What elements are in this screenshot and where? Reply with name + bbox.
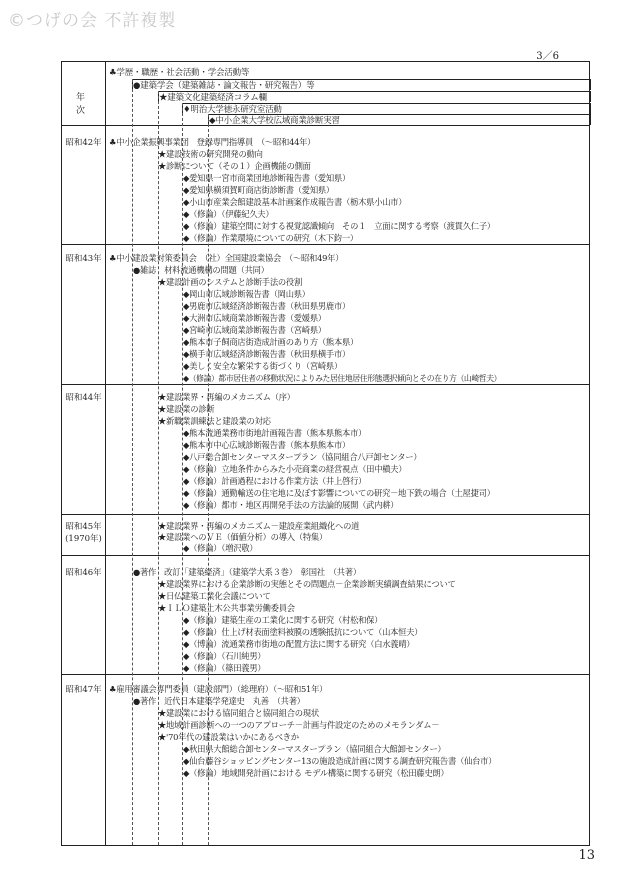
year-label: 昭和44年 <box>65 393 102 403</box>
entry: ◆（修論）仕上げ材表面塗料被膜の透験抵抗について（山本恒夫） <box>183 627 423 637</box>
row-divider <box>62 674 589 675</box>
watermark: ©つげの会 不許複製 <box>8 11 177 31</box>
entry: ♣中小建設業対策委員会 （社）全国建設業協会 （～昭和49年） <box>109 253 344 263</box>
entry: ★'70年代の建設業はいかにあるべきか <box>158 732 299 742</box>
entry: ◆愛知県横須賀町商店街診断書（愛知県） <box>183 185 334 195</box>
year-label: 昭和45年 <box>65 522 102 532</box>
entry: ◆仙台藤谷ショッピングセンター13の施設造成計画に関する調査研究報告書（仙台市） <box>183 756 497 766</box>
entry: ◆（修論）（篠田義男） <box>183 663 266 673</box>
year-label: 昭和42年 <box>65 138 102 148</box>
entry: ◆熊本流通業務市街地計画報告書（熊本県熊本市） <box>183 428 367 438</box>
chronology-table <box>61 61 590 846</box>
entry: ★建設業界における企業診断の実態とその問題点－企業診断実績調査結果について <box>158 579 456 589</box>
entry: ♣雇用審議会専門委員（建設部門）（総理府）（～昭和51年） <box>109 684 328 694</box>
entry: ◆（修論）（石川純男） <box>183 651 266 661</box>
entry: ●雑誌 材料流通機構の問題（共同） <box>133 265 269 275</box>
row-divider <box>62 244 589 245</box>
entry: ◆（修論）（増沢敬） <box>183 543 258 553</box>
entry: ◆（修論）立地条件からみた小売商業の経営視点（田中槇夫） <box>183 464 407 474</box>
entry: ◆愛知県一宮市商業団地診断報告書（愛知県） <box>183 173 351 183</box>
entry: ◆美しく安全な繁栄する街づくり（宮崎県） <box>183 361 343 371</box>
entry: ◆（修論）（伊藤紀久夫） <box>183 209 274 219</box>
category-sme: ◆中小企業大学校広域商業診断実習 <box>209 116 340 126</box>
row-divider <box>62 555 589 556</box>
entry: ★ＩＬＯ建築土木公共事業労働委員会 <box>158 603 295 613</box>
entry: ★診断について（その１）企画機能の側面 <box>158 161 311 171</box>
entry: ★建設業界・再編のメカニズム－建設産業組織化への道 <box>158 521 360 531</box>
entry: ◆（修論）通勤輸送の住宅地に及ぼす影響についての研究－地下鉄の場合（土屋捷司） <box>183 488 495 498</box>
entry: ◆（修論）都市居住者の移動状況によりみた居住地居住形態選択傾向とその在り方（山崎哲夫） <box>183 374 502 383</box>
entry: ★建設計画のシステムと診断手法の役割 <box>158 277 303 287</box>
folio: 13 <box>578 848 595 863</box>
entry: ◆秋田県大館総合卸センターマスタープラン（協同組合大館卸センター） <box>183 744 446 754</box>
entry: ◆（修論）計画過程における作業方法（井上啓行） <box>183 476 367 486</box>
entry: ◆八戸総合卸センターマスタープラン（協同組合八戸卸センター） <box>183 452 422 462</box>
entry: ◆熊本市中心広域診断報告書（熊本県熊本市） <box>183 440 351 450</box>
entry: ◆大洲市広域商業診断報告書（愛媛県） <box>183 313 326 323</box>
entry: ★地域計画診断への一つのアプローチ－計画与件設定のためのメモランダム－ <box>158 720 440 730</box>
year-sublabel: (1970年) <box>65 534 102 544</box>
entry: ★日仏建築工業化会議について <box>158 591 271 601</box>
category-column: ★建築文化建築経済コラム欄 <box>159 93 267 103</box>
entry: ◆横手市広域経済診断報告書（秋田県横手市） <box>183 349 351 359</box>
entry: ●著作 改訂「建築経済」（建築学大系３巻） 彰国社 （共著） <box>133 567 361 577</box>
entry: ◆（修論）作業環境についての研究（木下鈞一） <box>183 233 358 243</box>
year-label: 昭和46年 <box>65 568 102 578</box>
entry: ◆（修論）都市・地区再開発手法の方法論的展開（武内耕） <box>183 500 399 510</box>
year-header: 年 次 <box>75 93 107 116</box>
entry: ♣中小企業振興事業団 登録専門指導員 （～昭和44年） <box>109 137 316 147</box>
year-label: 昭和43年 <box>65 254 102 264</box>
entry: ◆宮崎市広域商業診断報告書（宮崎県） <box>183 325 326 335</box>
entry: ◆熊本市子飼商店街造成計画のあり方（熊本県） <box>183 337 359 347</box>
category-lab: ♦明治大学徳永研究室活動 <box>183 105 282 115</box>
row-divider <box>62 384 589 385</box>
category-career: ♣学歴・職歴・社会活動・学会活動等 <box>109 68 250 78</box>
row-divider <box>62 514 589 515</box>
entry: ◆岡山市広域診断報告書（岡山県） <box>183 289 310 299</box>
entry: ◆（修論）建築生産の工業化に関する研究（村松和保） <box>183 615 383 625</box>
entry: ◆（博論）流通業務市街地の配置方法に関する研究（白水義晴） <box>183 639 415 649</box>
entry: ◆男鹿市広域経済診断報告書（秋田県男鹿市） <box>183 301 351 311</box>
entry: ★建設技術の研究開発の動向 <box>158 149 263 159</box>
category-aij: ●建築学会（建築雑誌・論文報告・研究報告）等 <box>133 81 315 91</box>
header-divider <box>62 125 589 126</box>
entry: ★建設業界・再編のメカニズム（序） <box>158 392 295 402</box>
entry: ●著作 近代日本建築学発達史 丸善 （共著） <box>133 696 305 706</box>
guide-line <box>132 79 133 845</box>
page-number: 3／6 <box>536 51 559 62</box>
entry: ◆（修論）地域開発計画における モデル構築に関する研究（松田藤史朗） <box>183 768 449 778</box>
year-column-divider <box>105 62 106 845</box>
entry: ★建設業へのＶＥ（価値分析）の導入（特集） <box>158 532 327 542</box>
entry: ◆小山市産業会館建設基本計画案作成報告書（栃木県小山市） <box>183 197 407 207</box>
entry: ★新職業訓練法と建設業の対応 <box>158 416 271 426</box>
entry: ★建設業の診断 <box>158 404 215 414</box>
entry: ◆（修論）建築空間に対する視覚認識傾向 その１ 立面に関する考察（渡貫久仁子） <box>183 221 495 231</box>
entry: ★建設業における協同組合と協同組合の現状 <box>158 708 319 718</box>
year-label: 昭和47年 <box>65 685 102 695</box>
